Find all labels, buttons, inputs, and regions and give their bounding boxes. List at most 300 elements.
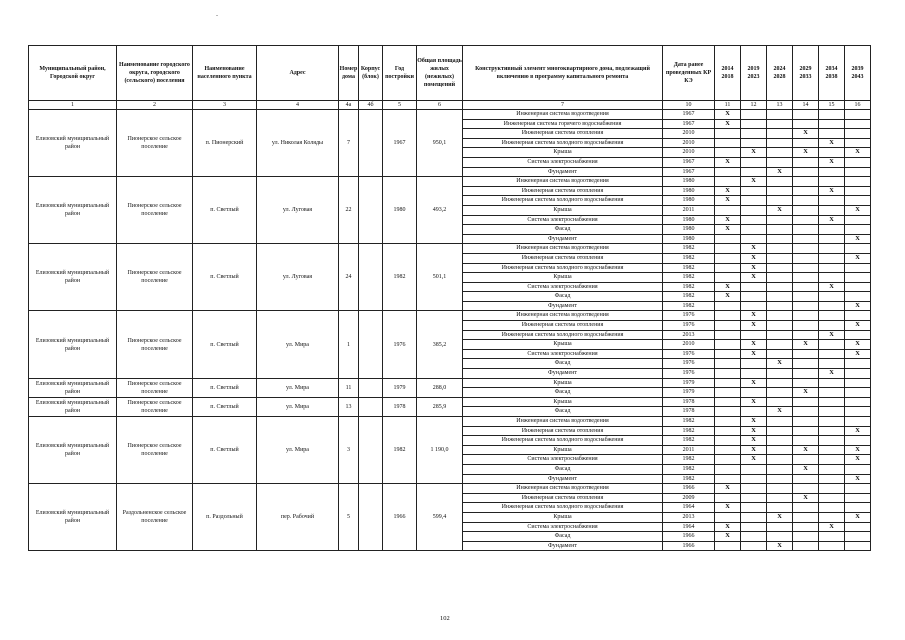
prior-repair-date-cell: 1976 [663,369,715,379]
period-mark-cell [819,464,845,474]
prior-repair-date-cell: 1982 [663,282,715,292]
period-mark-cell [715,359,741,369]
prior-repair-date-cell: 1976 [663,311,715,321]
district-cell: Елизовский муниципальный район [29,110,117,177]
period-mark-cell [741,157,767,167]
element-cell: Фасад [463,532,663,542]
period-mark-cell [715,455,741,465]
period-mark-cell [819,167,845,177]
period-mark-cell [715,417,741,427]
period-mark-cell [819,148,845,158]
period-mark-cell [819,263,845,273]
element-cell: Инженерная система холодного водоснабжения [463,138,663,148]
prior-repair-date-cell: 1982 [663,273,715,283]
period-mark-cell [767,349,793,359]
period-mark-cell [845,157,871,167]
period-mark-cell [767,330,793,340]
period-mark-cell [741,196,767,206]
period-mark-cell [845,388,871,398]
period-mark-cell [715,253,741,263]
period-mark-cell [793,253,819,263]
period-mark-cell [741,493,767,503]
period-mark-cell [845,292,871,302]
period-mark-cell [845,177,871,187]
period-mark-cell [715,474,741,484]
period-mark-cell: X [845,148,871,158]
column-header: Наименование городского округа, городского (сельского) поселения [117,46,193,101]
period-mark-cell [845,436,871,446]
element-cell: Инженерная система отопления [463,321,663,331]
period-mark-cell [793,138,819,148]
area-cell: 493,2 [417,177,463,244]
period-mark-cell: X [793,148,819,158]
period-mark-cell: X [819,330,845,340]
period-mark-cell [793,321,819,331]
area-cell: 285,9 [417,397,463,416]
prior-repair-date-cell: 1976 [663,349,715,359]
period-mark-cell [793,215,819,225]
period-mark-cell [819,378,845,388]
period-mark-cell [715,426,741,436]
table-row [29,244,871,254]
period-mark-cell [819,301,845,311]
element-cell: Фундамент [463,234,663,244]
element-cell: Крыша [463,148,663,158]
period-mark-cell: X [845,455,871,465]
period-mark-cell [767,148,793,158]
period-mark-cell: X [741,397,767,407]
prior-repair-date-cell: 1967 [663,157,715,167]
column-header: Конструктивный элемент многоквартирного дома, подлежащий включению в программу капитального ремонта [463,46,663,101]
period-mark-cell: X [767,205,793,215]
column-header: 2029 2033 [793,46,819,101]
district-cell: Елизовский муниципальный район [29,244,117,311]
period-mark-cell [767,532,793,542]
element-cell: Фасад [463,464,663,474]
column-number: 14 [793,101,819,110]
house-number-cell: 5 [339,484,359,551]
period-mark-cell [767,110,793,120]
prior-repair-date-cell: 1964 [663,522,715,532]
period-mark-cell: X [741,445,767,455]
element-cell: Инженерная система холодного водоснабжения [463,503,663,513]
period-mark-cell [793,234,819,244]
column-header: Корпус (блок) [359,46,383,101]
settlement-cell: Пионерское сельское поселение [117,110,193,177]
build-year-cell: 1978 [383,397,417,416]
period-mark-cell: X [793,445,819,455]
settlement-cell: Пионерское сельское поселение [117,311,193,378]
period-mark-cell [819,359,845,369]
period-mark-cell [845,378,871,388]
period-mark-cell [845,407,871,417]
period-mark-cell [767,369,793,379]
period-mark-cell [793,196,819,206]
period-mark-cell [793,167,819,177]
locality-cell: п. Светлый [193,311,257,378]
period-mark-cell [767,503,793,513]
period-mark-cell [845,186,871,196]
column-number: 12 [741,101,767,110]
period-mark-cell: X [741,253,767,263]
prior-repair-date-cell: 1982 [663,474,715,484]
period-mark-cell: X [767,407,793,417]
build-year-cell: 1982 [383,244,417,311]
period-mark-cell [845,244,871,254]
period-mark-cell: X [741,340,767,350]
prior-repair-date-cell: 1966 [663,541,715,551]
address-cell: ул. Мира [257,378,339,397]
period-mark-cell [715,263,741,273]
period-mark-cell: X [741,378,767,388]
period-mark-cell [793,359,819,369]
period-mark-cell [715,541,741,551]
column-number: 5 [383,101,417,110]
period-mark-cell [819,484,845,494]
period-mark-cell [793,436,819,446]
prior-repair-date-cell: 1980 [663,196,715,206]
period-mark-cell [819,436,845,446]
period-mark-cell: X [715,225,741,235]
address-cell: ул. Николая Коляды [257,110,339,177]
prior-repair-date-cell: 1980 [663,234,715,244]
period-mark-cell [741,512,767,522]
element-cell: Инженерная система водоотведения [463,244,663,254]
period-mark-cell [845,397,871,407]
period-mark-cell: X [845,301,871,311]
period-mark-cell [715,369,741,379]
locality-cell: п. Светлый [193,244,257,311]
period-mark-cell [819,321,845,331]
area-cell: 1 190,0 [417,417,463,484]
element-cell: Инженерная система холодного водоснабжения [463,263,663,273]
period-mark-cell [793,474,819,484]
element-cell: Фундамент [463,474,663,484]
period-mark-cell [793,426,819,436]
period-mark-cell [741,532,767,542]
column-header: 2014 2018 [715,46,741,101]
period-mark-cell: X [715,157,741,167]
period-mark-cell: X [793,129,819,139]
build-year-cell: 1966 [383,484,417,551]
period-mark-cell [715,349,741,359]
period-mark-cell [793,484,819,494]
prior-repair-date-cell: 1967 [663,110,715,120]
period-mark-cell [741,369,767,379]
prior-repair-date-cell: 2010 [663,340,715,350]
period-mark-cell: X [715,503,741,513]
column-number: 13 [767,101,793,110]
period-mark-cell [793,417,819,427]
period-mark-cell [845,532,871,542]
table-body [29,110,871,551]
period-mark-cell [793,205,819,215]
period-mark-cell [715,167,741,177]
period-mark-cell: X [845,321,871,331]
period-mark-cell [741,129,767,139]
build-year-cell: 1979 [383,378,417,397]
period-mark-cell [767,321,793,331]
period-mark-cell [845,167,871,177]
period-mark-cell [741,215,767,225]
period-mark-cell [715,397,741,407]
period-mark-cell [793,407,819,417]
locality-cell: п. Пионерский [193,110,257,177]
prior-repair-date-cell: 1979 [663,388,715,398]
period-mark-cell [741,292,767,302]
period-mark-cell [767,426,793,436]
period-mark-cell [819,177,845,187]
column-header: Адрес [257,46,339,101]
period-mark-cell [741,464,767,474]
period-mark-cell: X [819,138,845,148]
period-mark-cell [741,234,767,244]
period-mark-cell [767,244,793,254]
locality-cell: п. Светлый [193,397,257,416]
settlement-cell: Пионерское сельское поселение [117,417,193,484]
block-cell [359,397,383,416]
period-mark-cell [819,225,845,235]
period-mark-cell [819,474,845,484]
address-cell: ул. Луговая [257,244,339,311]
period-mark-cell [767,138,793,148]
period-mark-cell [793,177,819,187]
prior-repair-date-cell: 1982 [663,455,715,465]
period-mark-cell [767,129,793,139]
element-cell: Система электроснабжения [463,215,663,225]
period-mark-cell [819,512,845,522]
period-mark-cell [819,340,845,350]
period-mark-cell [715,445,741,455]
element-cell: Система электроснабжения [463,522,663,532]
element-cell: Инженерная система холодного водоснабжения [463,196,663,206]
column-number: 11 [715,101,741,110]
house-number-cell: 11 [339,378,359,397]
period-mark-cell [715,388,741,398]
period-mark-cell [715,311,741,321]
element-cell: Инженерная система отопления [463,186,663,196]
period-mark-cell: X [741,311,767,321]
prior-repair-date-cell: 2011 [663,445,715,455]
house-number-cell: 22 [339,177,359,244]
district-cell: Елизовский муниципальный район [29,484,117,551]
period-mark-cell [741,225,767,235]
element-cell: Крыша [463,340,663,350]
element-cell: Фундамент [463,301,663,311]
area-cell: 950,1 [417,110,463,177]
prior-repair-date-cell: 1982 [663,263,715,273]
period-mark-cell [845,282,871,292]
column-number: 4а [339,101,359,110]
period-mark-cell [819,493,845,503]
period-mark-cell [741,167,767,177]
period-mark-cell: X [845,445,871,455]
period-mark-cell: X [715,484,741,494]
period-mark-cell [741,205,767,215]
column-header: Муниципальный район, Городской округ [29,46,117,101]
column-header: Год постройки [383,46,417,101]
period-mark-cell [819,234,845,244]
build-year-cell: 1976 [383,311,417,378]
element-cell: Инженерная система водоотведения [463,484,663,494]
period-mark-cell: X [715,110,741,120]
period-mark-cell: X [845,512,871,522]
period-mark-cell [793,503,819,513]
period-mark-cell [741,282,767,292]
district-cell: Елизовский муниципальный район [29,417,117,484]
period-mark-cell [845,503,871,513]
period-mark-cell: X [741,349,767,359]
house-number-cell: 1 [339,311,359,378]
block-cell [359,244,383,311]
period-mark-cell [767,340,793,350]
period-mark-cell: X [741,321,767,331]
element-cell: Инженерная система водоотведения [463,177,663,187]
prior-repair-date-cell: 1982 [663,417,715,427]
period-mark-cell [845,522,871,532]
area-cell: 501,1 [417,244,463,311]
period-mark-cell [715,301,741,311]
column-number: 4б [359,101,383,110]
build-year-cell: 1982 [383,417,417,484]
block-cell [359,484,383,551]
prior-repair-date-cell: 1978 [663,407,715,417]
prior-repair-date-cell: 2010 [663,129,715,139]
element-cell: Крыша [463,397,663,407]
period-mark-cell: X [715,196,741,206]
period-mark-cell [845,493,871,503]
period-mark-cell [819,119,845,129]
period-mark-cell [715,129,741,139]
period-mark-cell [793,532,819,542]
element-cell: Инженерная система холодного водоснабжения [463,436,663,446]
period-mark-cell [715,273,741,283]
period-mark-cell [741,330,767,340]
column-header: 2039 2043 [845,46,871,101]
period-mark-cell [741,484,767,494]
locality-cell: п. Раздольный [193,484,257,551]
period-mark-cell [793,311,819,321]
element-cell: Инженерная система отопления [463,253,663,263]
element-cell: Крыша [463,205,663,215]
prior-repair-date-cell: 1982 [663,292,715,302]
period-mark-cell [819,532,845,542]
element-cell: Крыша [463,512,663,522]
column-header: Наименование населенного пункта [193,46,257,101]
settlement-cell: Пионерское сельское поселение [117,397,193,416]
period-mark-cell [767,292,793,302]
element-cell: Фасад [463,388,663,398]
period-mark-cell [767,493,793,503]
period-mark-cell: X [793,340,819,350]
period-mark-cell [767,186,793,196]
period-mark-cell [715,321,741,331]
period-mark-cell [741,359,767,369]
period-mark-cell [845,263,871,273]
period-mark-cell: X [819,215,845,225]
prior-repair-date-cell: 2011 [663,205,715,215]
period-mark-cell [767,436,793,446]
period-mark-cell [793,541,819,551]
period-mark-cell [819,426,845,436]
period-mark-cell [819,417,845,427]
header-row [29,46,871,101]
period-mark-cell [741,474,767,484]
build-year-cell: 1967 [383,110,417,177]
settlement-cell: Пионерское сельское поселение [117,177,193,244]
table-row [29,177,871,187]
element-cell: Инженерная система холодного водоснабжения [463,330,663,340]
period-mark-cell [845,138,871,148]
element-cell: Инженерная система горячего водоснабжения [463,119,663,129]
element-cell: Фундамент [463,369,663,379]
period-mark-cell [819,397,845,407]
period-mark-cell: X [741,244,767,254]
column-header: 2019 2023 [741,46,767,101]
period-mark-cell [715,205,741,215]
element-cell: Система электроснабжения [463,282,663,292]
period-mark-cell [741,110,767,120]
period-mark-cell [715,493,741,503]
period-mark-cell [793,282,819,292]
period-mark-cell [819,407,845,417]
column-number: 6 [417,101,463,110]
element-cell: Система электроснабжения [463,157,663,167]
house-number-cell: 3 [339,417,359,484]
period-mark-cell: X [715,292,741,302]
period-mark-cell: X [715,215,741,225]
period-mark-cell [819,129,845,139]
period-mark-cell: X [741,426,767,436]
element-cell: Инженерная система отопления [463,129,663,139]
period-mark-cell [767,282,793,292]
house-number-cell: 24 [339,244,359,311]
element-cell: Инженерная система отопления [463,493,663,503]
period-mark-cell [767,157,793,167]
prior-repair-date-cell: 1980 [663,215,715,225]
address-cell: ул. Мира [257,417,339,484]
period-mark-cell [793,330,819,340]
table-row [29,417,871,427]
prior-repair-date-cell: 1964 [663,503,715,513]
period-mark-cell [819,273,845,283]
prior-repair-date-cell: 1982 [663,244,715,254]
column-number-row [29,101,871,110]
prior-repair-date-cell: 1982 [663,301,715,311]
block-cell [359,417,383,484]
period-mark-cell [741,503,767,513]
prior-repair-date-cell: 1978 [663,397,715,407]
period-mark-cell: X [715,532,741,542]
repair-program-table [28,45,871,551]
address-cell: ул. Луговая [257,177,339,244]
prior-repair-date-cell: 2010 [663,138,715,148]
prior-repair-date-cell: 2013 [663,512,715,522]
period-mark-cell: X [845,234,871,244]
period-mark-cell: X [741,417,767,427]
period-mark-cell [741,522,767,532]
period-mark-cell [741,388,767,398]
period-mark-cell [819,503,845,513]
period-mark-cell [767,311,793,321]
period-mark-cell: X [845,253,871,263]
period-mark-cell [741,541,767,551]
period-mark-cell [819,388,845,398]
locality-cell: п. Светлый [193,378,257,397]
period-mark-cell [715,378,741,388]
block-cell [359,177,383,244]
period-mark-cell [715,436,741,446]
